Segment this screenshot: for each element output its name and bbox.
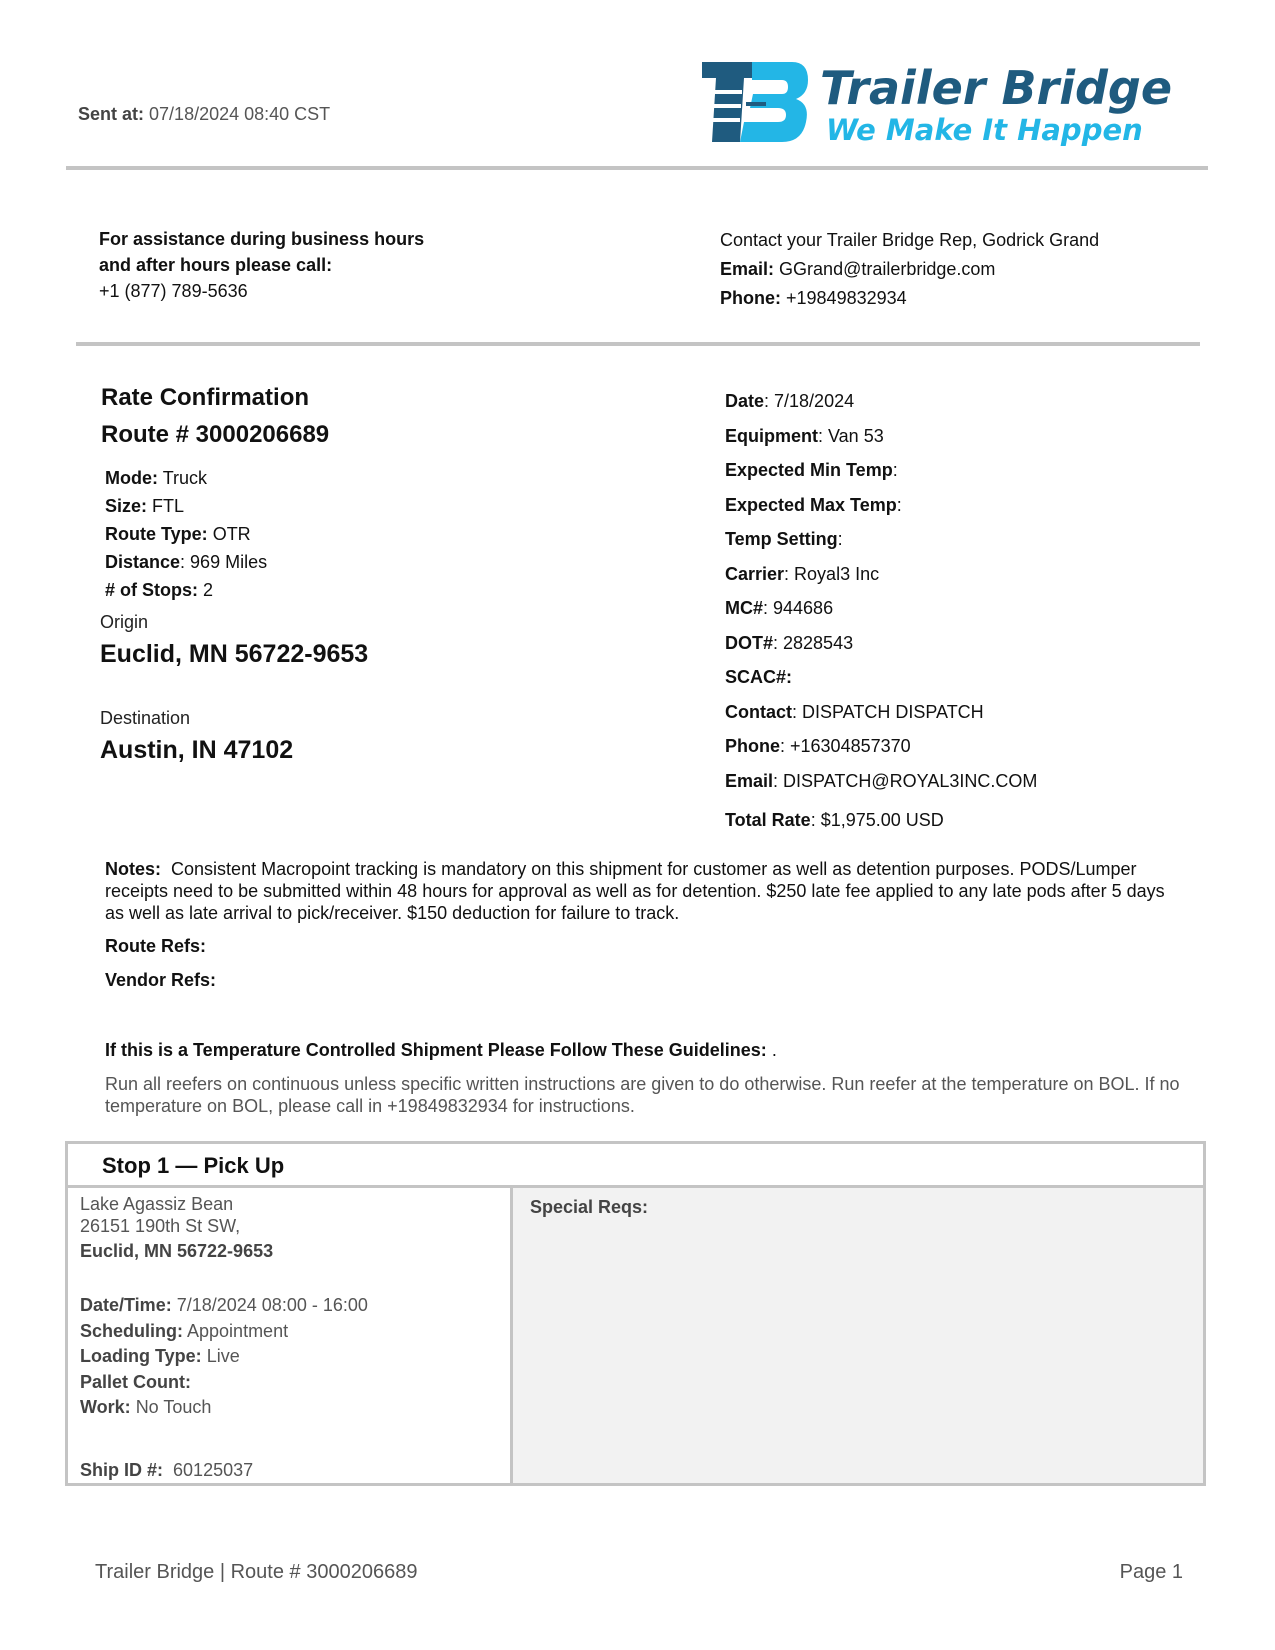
rep-email-value[interactable]: GGrand@trailerbridge.com [779, 259, 996, 279]
temperature-guidelines-text: Run all reefers on continuous unless specific written instructions are given to do otherwise. Run reefer at the temperature on BOL. If no temperature on BOL, please call in +19849832934 for instructions. [105, 1074, 1180, 1116]
dot-field: DOT#: 2828543 [725, 632, 854, 653]
stop-1-facility: Lake Agassiz Bean [80, 1194, 234, 1214]
min-temp-field: Expected Min Temp: [725, 460, 898, 480]
date-field: Date: 7/18/2024 [725, 391, 855, 411]
footer-route: Trailer Bridge | Route # 3000206689 [95, 1561, 418, 1583]
carrier-email-field: Email: DISPATCH@ROYAL3INC.COM [725, 770, 1038, 791]
page-number: Page 1 [1119, 1561, 1183, 1583]
assistance-line-2: and after hours please call: [99, 255, 333, 275]
rate-confirmation-title: Rate Confirmation [101, 384, 310, 411]
stop-1-details [68, 1188, 513, 1483]
route-type-field: Route Type: OTR [105, 524, 251, 544]
stop-1-street: 26151 190th St SW, [80, 1216, 241, 1236]
total-rate-value: : $1,975.00 USD [810, 810, 944, 830]
stop-scheduling-field: Scheduling: Appointment [80, 1320, 289, 1341]
route-refs-label: Route Refs: [105, 936, 207, 956]
rep-phone-value: +19849832934 [786, 288, 907, 308]
logo-wordmark: Trailer Bridge [820, 61, 1173, 115]
scac-field: SCAC#: [725, 667, 793, 687]
total-rate: Total Rate: $1,975.00 USD [725, 810, 944, 830]
stop-1-table [65, 1141, 1206, 1486]
stop-1-title: Stop 1 — Pick Up [102, 1153, 285, 1178]
sent-at-label: Sent at: [78, 104, 145, 124]
assistance-line-1: For assistance during business hours [99, 229, 425, 249]
carrier-details [725, 384, 1037, 798]
temperature-guidelines-title: If this is a Temperature Controlled Shipment Please Follow These Guidelines: . [105, 1040, 777, 1060]
stop-ship-id: Ship ID #: 60125037 [80, 1460, 254, 1480]
notes-label: Notes: [105, 859, 162, 879]
rep-phone: Phone: +19849832934 [720, 288, 907, 308]
header-divider [66, 166, 1208, 170]
stop-1-fields [80, 1293, 368, 1421]
stop-1-special-reqs [513, 1188, 1203, 1483]
origin-label: Origin [100, 612, 149, 632]
contact-field: Contact: DISPATCH DISPATCH [725, 701, 984, 722]
trailer-bridge-logo [700, 58, 1210, 154]
destination-value: Austin, IN 47102 [100, 736, 294, 764]
stop-1-address [80, 1193, 273, 1262]
stop-loading-field: Loading Type: Live [80, 1346, 240, 1366]
mc-field: MC#: 944686 [725, 598, 834, 618]
rep-email: Email: GGrand@trailerbridge.com [720, 259, 996, 279]
rep-contact-block [720, 226, 1099, 313]
sent-at [78, 104, 330, 125]
carrier-email-value[interactable]: : DISPATCH@ROYAL3INC.COM [773, 770, 1038, 791]
mode-field: Mode: Truck [105, 468, 208, 488]
carrier-field: Carrier: Royal3 Inc [725, 563, 880, 584]
stop-1-city: Euclid, MN 56722-9653 [80, 1241, 274, 1261]
origin-value: Euclid, MN 56722-9653 [100, 640, 369, 668]
carrier-phone-field: Phone: +16304857370 [725, 736, 911, 756]
sent-at-value: 07/18/2024 08:40 CST [149, 104, 331, 124]
distance-field: Distance: 969 Miles [105, 552, 268, 572]
stop-work-field: Work: No Touch [80, 1397, 212, 1417]
logo-mark-icon [700, 58, 1210, 154]
route-details [105, 464, 267, 604]
logo-tagline: We Make It Happen [826, 113, 1143, 147]
max-temp-field: Expected Max Temp: [725, 494, 902, 515]
rep-contact-line: Contact your Trailer Bridge Rep, Godrick Grand [720, 230, 1100, 250]
size-field: Size: FTL [105, 496, 185, 516]
assistance-phone: +1 (877) 789-5636 [99, 281, 248, 301]
route-number: Route # 3000206689 [101, 421, 330, 448]
notes-text: Consistent Macropoint tracking is mandatory on this shipment for customer as well as detention purposes. PODS/Lumper receipts need to be submitted within 48 hours for approval as well as for detention. $250 late fee applied to any late pods after 5 days as well as late arrival to pick/receiver. $150 deduction for failure to track. [105, 859, 1165, 923]
stop-pallet-field: Pallet Count: [80, 1371, 191, 1392]
section-divider [76, 342, 1200, 346]
vendor-refs-label: Vendor Refs: [105, 970, 217, 990]
stop-datetime-field: Date/Time: 7/18/2024 08:00 - 16:00 [80, 1295, 368, 1315]
temp-setting-field: Temp Setting: [725, 529, 843, 549]
equipment-field: Equipment: Van 53 [725, 425, 884, 446]
destination-label: Destination [100, 708, 191, 728]
stops-field: # of Stops: 2 [105, 580, 214, 600]
notes [105, 858, 1185, 924]
special-reqs-label: Special Reqs: [530, 1197, 649, 1217]
assistance-block [99, 226, 424, 304]
stop-1-header [68, 1144, 1203, 1188]
